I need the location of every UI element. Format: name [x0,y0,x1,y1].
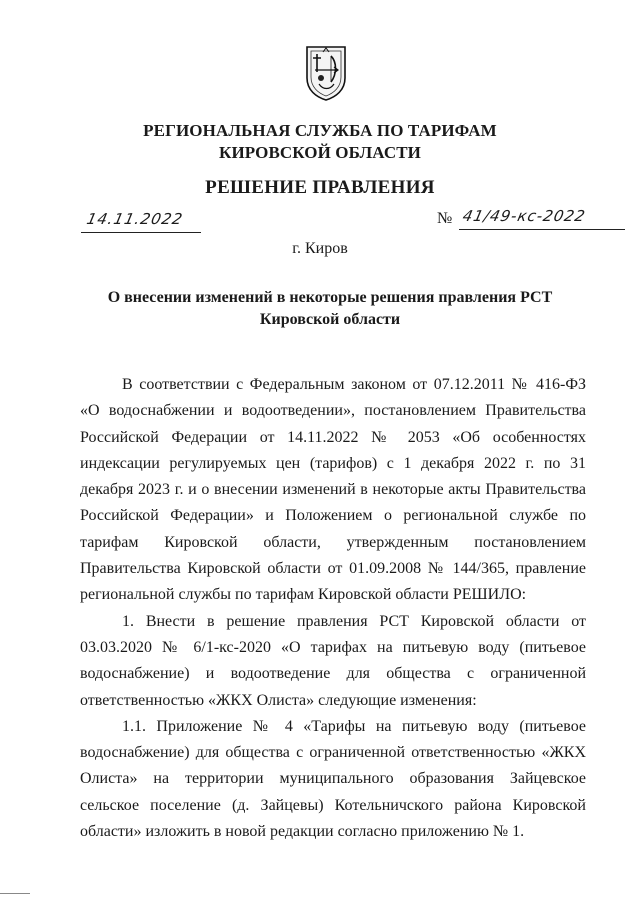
document-title: РЕШЕНИЕ ПРАВЛЕНИЯ [205,177,435,198]
org-name-line1: РЕГИОНАЛЬНАЯ СЛУЖБА ПО ТАРИФАМ [143,121,497,140]
document-body [80,372,586,845]
handwritten-number: 41/49-кс-2022 [461,207,588,225]
number-sign: № [437,210,453,227]
number-field [459,207,625,230]
handwritten-date: 14.11.2022 [85,210,185,228]
date-field [81,210,201,233]
scan-edge-mark [0,893,30,894]
paragraph-item-1-1: 1.1. Приложение № 4 «Тарифы на питьевую воду (питьевое водоснабжение) для общества с ограниченной ответственностью «ЖКХ Олиста» на территории муниципального образования Зайцевское сельское поселение (д. Зайцевы) Котельничского района Кировской области» изложить в новой редакции согласно приложению № 1. [80,717,586,841]
document-subject: О внесении изменений в некоторые решения правления РСТ Кировской области [107,289,553,328]
paragraph-item-1: 1. Внести в решение правления РСТ Кировской области от 03.03.2020 № 6/1-кс-2020 «О тарифах на питьевую воду (питьевое водоснабжение) и водоотведение для общества с ограниченной ответственностью «ЖКХ Олиста» следующие изменения: [80,612,586,709]
org-name-line2: КИРОВСКОЙ ОБЛАСТИ [219,143,421,162]
city: г. Киров [292,240,348,257]
coat-of-arms-icon [303,44,349,102]
paragraph-preamble: В соответствии с Федеральным законом от 07.12.2011 № 416-ФЗ «О водоснабжении и водоотведении», постановлением Правительства Российской Федерации от 14.11.2022 № 2053 «Об особенностях индексации регулируемых цен (тарифов) с 1 декабря 2022 г. по 31 декабря 2023 г. и о внесении изменений в некоторые акты Правительства Российской Федерации» и Положением о региональной службе по тарифам Кировской области, утвержденным постановлением Правительства Кировской области от 01.09.2008 № 144/365, правление региональной службы по тарифам Кировской области РЕШИЛО: [80,376,586,604]
